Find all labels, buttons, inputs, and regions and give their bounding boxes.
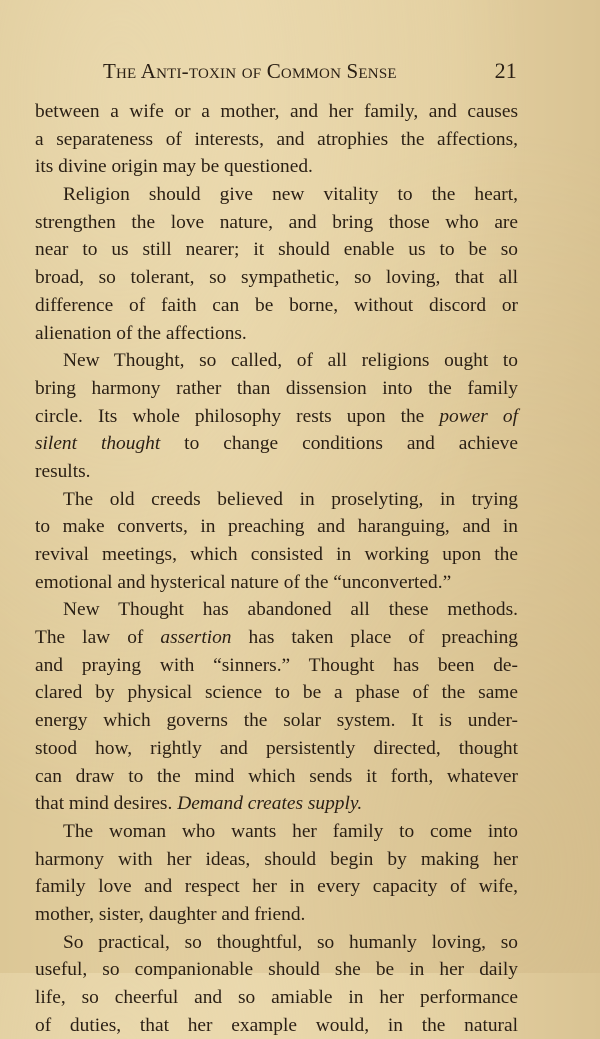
text-line: New Thought, so called, of all religions ought to (63, 350, 518, 372)
text-line: can draw to the mind which sends it forth, whatever (35, 765, 518, 787)
text-line: The old creeds believed in proselyting, in trying (63, 488, 518, 510)
text-line: a separateness of interests, and atrophies the affections, (35, 128, 518, 150)
text-line: Religion should give new vitality to the heart, (63, 184, 518, 206)
text-line: The law of assertion has taken place of preaching (35, 627, 518, 649)
text-line: The woman who wants her family to come into (63, 820, 518, 842)
text-line: results. (35, 460, 91, 482)
text-line: of duties, that her example would, in the natural (35, 1014, 518, 1036)
text-line: silent thought to change conditions and achieve (35, 433, 518, 455)
page-number: 21 (494, 58, 517, 83)
text-line: near to us still nearer; it should enable us to be so (35, 239, 518, 261)
italic-phrase: power of (439, 405, 518, 427)
text-line: strengthen the love nature, and bring those who are (35, 211, 518, 233)
text-line: stood how, rightly and persistently directed, thought (35, 737, 518, 759)
text-line: harmony with her ideas, should begin by making her (35, 848, 518, 870)
text-line: that mind desires. Demand creates supply. (35, 793, 363, 815)
running-head-title: The Anti-toxin of Common Sense (103, 59, 397, 83)
text-line: New Thought has abandoned all these methods. (63, 599, 518, 621)
text-line: mother, sister, daughter and friend. (35, 903, 306, 925)
text-line: bring harmony rather than dissension into the family (35, 377, 518, 399)
text-line: useful, so companionable should she be in her daily (35, 959, 518, 981)
text-line: clared by physical science to be a phase of the same (35, 682, 518, 704)
text-line: alienation of the affections. (35, 322, 247, 344)
text-line: between a wife or a mother, and her family, and causes (35, 101, 518, 122)
text-line: circle. Its whole philosophy rests upon the power of (35, 405, 518, 427)
text-line: revival meetings, which consisted in working upon the (35, 544, 518, 565)
text-line: emotional and hysterical nature of the “unconverted.” (35, 571, 452, 593)
text-line: energy which governs the solar system. It is under- (35, 710, 518, 732)
text-line: to make converts, in preaching and haranguing, and in (35, 516, 518, 538)
italic-phrase: silent thought (35, 433, 161, 455)
text-line: and praying with “sinners.” Thought has been de- (35, 654, 518, 676)
body-text (35, 98, 518, 1039)
text-line: broad, so tolerant, so sympathetic, so loving, that all (35, 267, 518, 289)
text-line: difference of faith can be borne, without discord or (35, 294, 518, 316)
text-line: family love and respect her in every capacity of wife, (35, 876, 518, 898)
italic-phrase: assertion (160, 627, 232, 649)
italic-phrase: Demand creates supply. (177, 793, 363, 815)
text-line: So practical, so thoughtful, so humanly loving, so (63, 931, 518, 953)
text-line: life, so cheerful and so amiable in her performance (35, 987, 518, 1008)
text-line: its divine origin may be questioned. (35, 156, 313, 178)
running-head (80, 58, 517, 88)
